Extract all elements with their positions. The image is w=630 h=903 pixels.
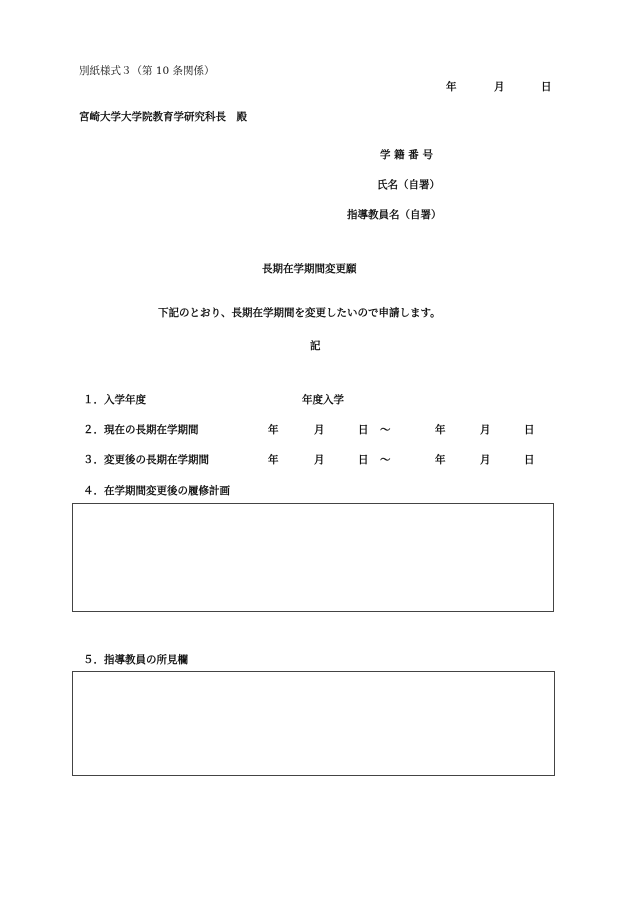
item3-start-year: 年 [268,454,279,466]
addressee: 宮崎大学大学院教育学研究科長 殿 [79,111,247,123]
item4-label: ４．在学期間変更後の履修計画 [83,485,230,497]
item3-start-day: 日 [358,454,369,466]
item2-end-year: 年 [435,424,446,436]
intro-text: 下記のとおり、長期在学期間を変更したいので申請します。 [158,307,441,319]
item2-start-month: 月 [314,424,325,436]
item3-end-year: 年 [435,454,446,466]
item3-end-month: 月 [480,454,491,466]
student-id-label: 学 籍 番 号 [380,149,433,161]
item5-label: ５．指導教員の所見欄 [83,654,188,666]
item2-label: ２．現在の長期在学期間 [83,424,199,436]
date-month-label: 月 [494,81,505,93]
item2-tilde: ～ [380,424,391,436]
item3-tilde: ～ [380,454,391,466]
item1-suffix: 年度入学 [302,394,344,406]
advisor-name-label: 指導教員名（自署） [347,209,442,221]
study-plan-box[interactable] [72,503,554,612]
item1-label: １．入学年度 [83,394,146,406]
item2-end-day: 日 [524,424,535,436]
document-title: 長期在学期間変更願 [262,263,357,275]
advisor-opinion-box[interactable] [72,671,555,776]
date-day-label: 日 [541,81,552,93]
date-year-label: 年 [446,81,457,93]
item2-end-month: 月 [480,424,491,436]
name-label: 氏名（自署） [377,179,440,191]
item2-start-day: 日 [358,424,369,436]
form-label: 別紙様式３（第 10 条関係） [79,65,215,77]
item3-end-day: 日 [524,454,535,466]
item3-start-month: 月 [314,454,325,466]
item2-start-year: 年 [268,424,279,436]
item3-label: ３．変更後の長期在学期間 [83,454,209,466]
ki-label: 記 [310,340,321,352]
